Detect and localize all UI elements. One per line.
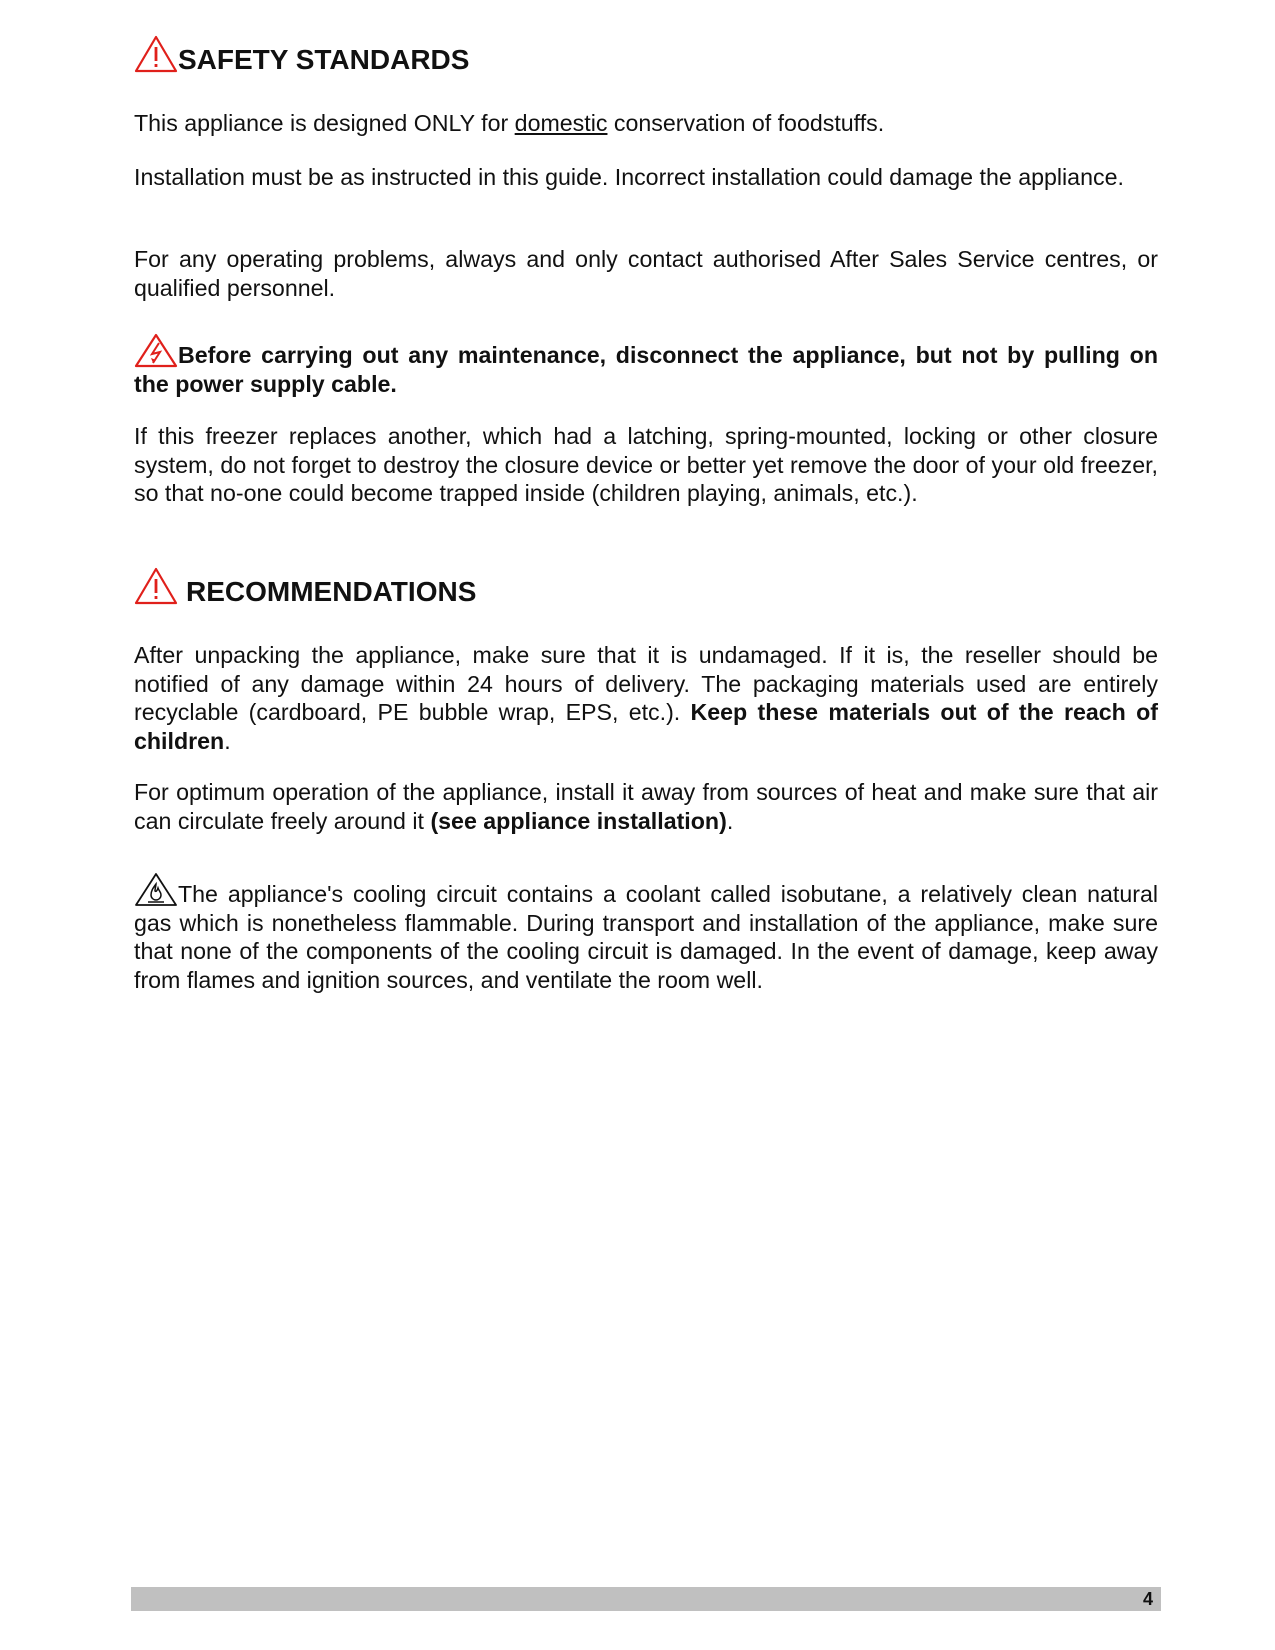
safety-p1-before: This appliance is designed ONLY for: [134, 110, 515, 136]
see-installation-text: (see appliance installation): [430, 807, 727, 834]
recommendations-paragraph-operation: [134, 778, 1158, 835]
safety-standards-title: SAFETY STANDARDS: [178, 44, 470, 75]
safety-paragraph-old-freezer: If this freezer replaces another, which had a latching, spring-mounted, locking or other closure system, do not forget to destroy the closure device or better yet remove the door of your old freezer, so that no-one could become trapped inside (children playing, animals, etc.).: [134, 423, 1158, 506]
safety-paragraph-maintenance: [134, 333, 1158, 398]
safety-standards-heading: [134, 34, 469, 76]
warning-triangle-icon: [134, 566, 178, 606]
recommendations-title: RECOMMENDATIONS: [186, 576, 477, 607]
recommendations-heading: [134, 566, 476, 608]
footer-bar: [131, 1587, 1161, 1611]
unpacking-end: .: [224, 727, 231, 754]
coolant-warning-text: The appliance's cooling circuit contains a coolant called isobutane, a relatively clean natural gas which is nonetheless flammable. During transport and installation of the appliance, make sure that none of the components of the cooling circuit is damaged. In the event of damage, keep away from flames and ignition sources, and ventilate the room well.: [134, 881, 1158, 993]
recommendations-paragraph-coolant: [134, 872, 1158, 994]
operation-end: .: [726, 807, 734, 834]
operation-text: For optimum operation of the appliance, install it away from sources of heat and make sure that air can circulate freely around it: [134, 779, 1158, 834]
domestic-underlined: domestic: [514, 110, 608, 136]
recommendations-paragraph-unpacking: [134, 641, 1158, 755]
safety-paragraph-service: For any operating problems, always and only contact authorised After Sales Service centres, or qualified personnel.: [134, 246, 1158, 301]
safety-p1-after: conservation of foodstuffs.: [607, 110, 885, 136]
maintenance-warning-text: Before carrying out any maintenance, disconnect the appliance, but not by pulling on the power supply cable.: [134, 342, 1158, 397]
warning-triangle-icon: [134, 34, 178, 74]
page-number: 4: [1142, 1589, 1153, 1609]
keep-away-from-children-text: Keep these materials out of the reach of children: [134, 699, 1158, 754]
safety-paragraph-domestic: [134, 109, 1158, 138]
safety-paragraph-installation: Installation must be as instructed in this guide. Incorrect installation could damage the appliance.: [134, 164, 1124, 190]
unpacking-text: After unpacking the appliance, make sure that it is undamaged. If it is, the reseller should be notified of any damage within 24 hours of delivery. The packaging materials used are entirely recyclable (cardboard, PE bubble wrap, EPS, etc.).: [134, 642, 1158, 725]
electric-hazard-icon: [134, 333, 178, 369]
flammable-icon: [134, 872, 178, 908]
